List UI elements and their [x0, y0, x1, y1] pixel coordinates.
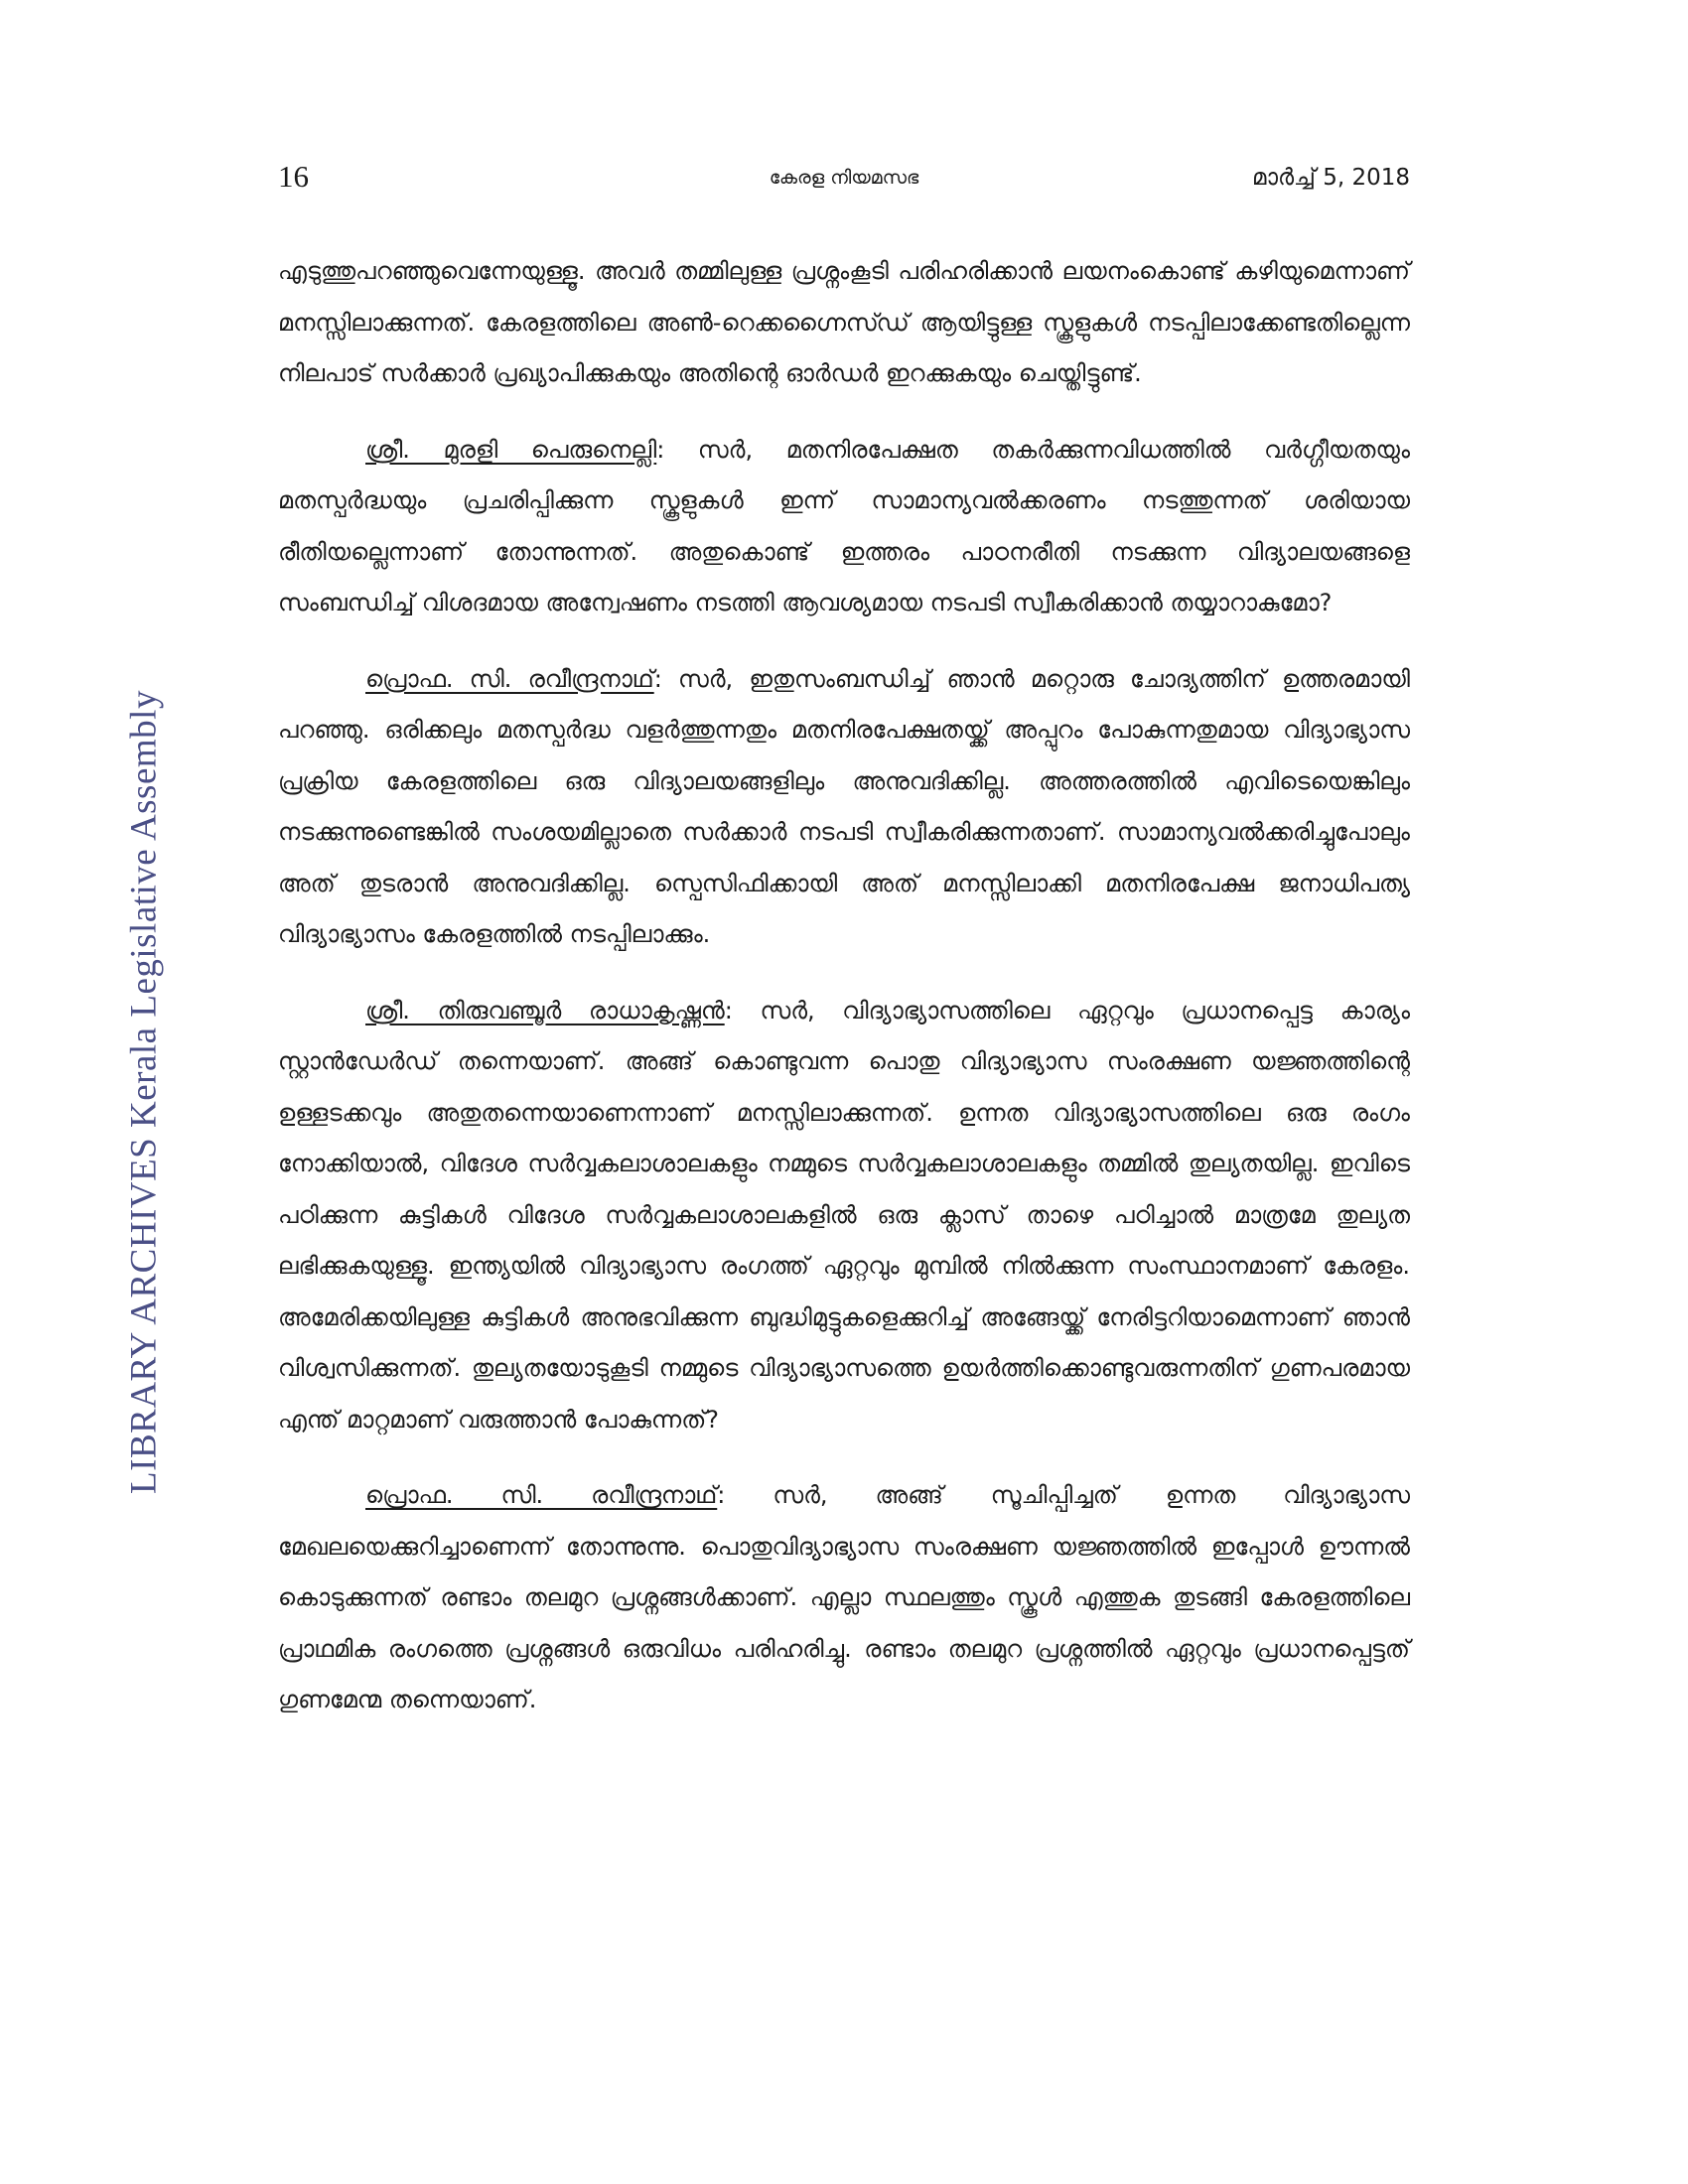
speaker-name: പ്രൊഫ. സി. രവീന്ദ്രനാഥ് — [365, 664, 654, 693]
header-date: മാർച്ച് 5, 2018 — [1251, 165, 1410, 191]
paragraph-continuation — [278, 246, 1410, 400]
speech-paragraph — [278, 1470, 1410, 1726]
assembly-name: കേരള നിയമസഭ — [769, 167, 919, 189]
speaker-name: പ്രൊഫ. സി. രവീന്ദ്രനാഥ് — [365, 1481, 718, 1509]
speech-text: : സർ, വിദ്യാഭ്യാസത്തിലെ ഏറ്റവും പ്രധാനപ്പെട്ട കാര്യം സ്റ്റാൻഡേർഡ് തന്നെയാണ്. അങ്ങ് കൊണ്ടുവന്ന പൊതു വിദ്യാഭ്യാസ സംരക്ഷണ യജ്ഞത്തിന്റെ ഉള്ളടക്കവും അതുതന്നെയാണെന്നാണ് മനസ്സിലാക്കുന്നത്. ഉന്നത വിദ്യാഭ്യാസത്തിലെ ഒരു രംഗം നോക്കിയാൽ, വിദേശ സർവ്വകലാശാലകളും നമ്മുടെ സർവ്വകലാശാലകളും തമ്മിൽ തുല്യതയില്ല. ഇവിടെ പഠിക്കുന്ന കുട്ടികൾ വിദേശ സർവ്വകലാശാലകളിൽ ഒരു ക്ലാസ് താഴെ പഠിച്ചാൽ മാത്രമേ തുല്യത ലഭിക്കുകയുള്ളൂ. ഇന്ത്യയിൽ വിദ്യാഭ്യാസ രംഗത്ത് ഏറ്റവും മുമ്പിൽ നിൽക്കുന്ന സംസ്ഥാനമാണ് കേരളം. അമേരിക്കയിലുള്ള കുട്ടികൾ അനുഭവിക്കുന്ന ബുദ്ധിമുട്ടുകളെക്കുറിച്ച് അങ്ങേയ്ക്ക് നേരിട്ടറിയാമെന്നാണ് ഞാൻ വിശ്വസിക്കുന്നത്. തുല്യതയോടുകൂടി നമ്മുടെ വിദ്യാഭ്യാസത്തെ ഉയർത്തിക്കൊണ്ടുവരുന്നതിന് ഗുണപരമായ എന്ത് മാറ്റമാണ് വരുത്താൻ പോകുന്നത്? — [278, 996, 1410, 1433]
page-header — [278, 159, 1410, 203]
paragraph-text: എടുത്തുപറഞ്ഞുവെന്നേയുള്ളൂ. അവർ തമ്മിലുള്ള പ്രശ്നംകൂടി പരിഹരിക്കാൻ ലയനംകൊണ്ട് കഴിയുമെന്നാണ് മനസ്സിലാക്കുന്നത്. കേരളത്തിലെ അൺ-റെക്കഗ്നൈസ്ഡ് ആയിട്ടുള്ള സ്കൂളുകൾ നടപ്പിലാക്കേണ്ടതില്ലെന്ന നിലപാട് സർക്കാർ പ്രഖ്യാപിക്കുകയും അതിന്റെ ഓർഡർ ഇറക്കുകയും ചെയ്തിട്ടുണ്ട്. — [278, 257, 1410, 387]
speech-text: : സർ, അങ്ങ് സൂചിപ്പിച്ചത് ഉന്നത വിദ്യാഭ്യാസ മേഖലയെക്കുറിച്ചാണെന്ന് തോന്നുന്നു. പൊതുവിദ്യാഭ്യാസ സംരക്ഷണ യജ്ഞത്തിൽ ഇപ്പോൾ ഊന്നൽ കൊടുക്കുന്നത് രണ്ടാം തലമുറ പ്രശ്നങ്ങൾക്കാണ്. എല്ലാ സ്ഥലത്തും സ്കൂൾ എത്തുക തുടങ്ങി കേരളത്തിലെ പ്രാഥമിക രംഗത്തെ പ്രശ്നങ്ങൾ ഒരുവിധം പരിഹരിച്ചു. രണ്ടാം തലമുറ പ്രശ്നത്തിൽ ഏറ്റവും പ്രധാനപ്പെട്ടത് ഗുണമേന്മ തന്നെയാണ്. — [278, 1481, 1410, 1713]
speech-text: : സർ, ഇതുസംബന്ധിച്ച് ഞാൻ മറ്റൊരു ചോദ്യത്തിന് ഉത്തരമായി പറഞ്ഞു. ഒരിക്കലും മതസ്പർദ്ധ വളർത്തുന്നതും മതനിരപേക്ഷതയ്ക്ക് അപ്പുറം പോകുന്നതുമായ വിദ്യാഭ്യാസ പ്രക്രിയ കേരളത്തിലെ ഒരു വിദ്യാലയങ്ങളിലും അനുവദിക്കില്ല. അത്തരത്തിൽ എവിടെയെങ്കിലും നടക്കുന്നുണ്ടെങ്കിൽ സംശയമില്ലാതെ സർക്കാർ നടപടി സ്വീകരിക്കുന്നതാണ്. സാമാന്യവൽക്കരിച്ചുപോലും അത് തുടരാൻ അനുവദിക്കില്ല. സ്പെസിഫിക്കായി അത് മനസ്സിലാക്കി മതനിരപേക്ഷ ജനാധിപത്യ വിദ്യാഭ്യാസം കേരളത്തിൽ നടപ്പിലാക്കും. — [278, 664, 1411, 948]
speech-paragraph — [278, 986, 1410, 1446]
speaker-name: ശ്രീ. തിരുവഞ്ചൂർ രാധാകൃഷ്ണൻ — [365, 996, 725, 1024]
speaker-name: ശ്രീ. മുരളി പെരുനെല്ലി — [365, 435, 657, 464]
transcript-body — [278, 246, 1410, 1751]
speech-paragraph — [278, 425, 1410, 629]
library-archives-watermark: LIBRARY ARCHIVES Kerala Legislative Assembly — [123, 690, 165, 1494]
page-number: 16 — [278, 159, 309, 194]
speech-text: : സർ, മതനിരപേക്ഷത തകർക്കുന്നവിധത്തിൽ വർഗ്ഗീയതയും മതസ്പർദ്ധയും പ്രചരിപ്പിക്കുന്ന സ്കൂളുകൾ ഇന്ന് സാമാന്യവൽക്കരണം നടത്തുന്നത് ശരിയായ രീതിയല്ലെന്നാണ് തോന്നുന്നത്. അതുകൊണ്ട് ഇത്തരം പാഠനരീതി നടക്കുന്ന വിദ്യാലയങ്ങളെ സംബന്ധിച്ച് വിശദമായ അന്വേഷണം നടത്തി ആവശ്യമായ നടപടി സ്വീകരിക്കാൻ തയ്യാറാകുമോ? — [278, 435, 1411, 616]
speech-paragraph — [278, 654, 1410, 961]
